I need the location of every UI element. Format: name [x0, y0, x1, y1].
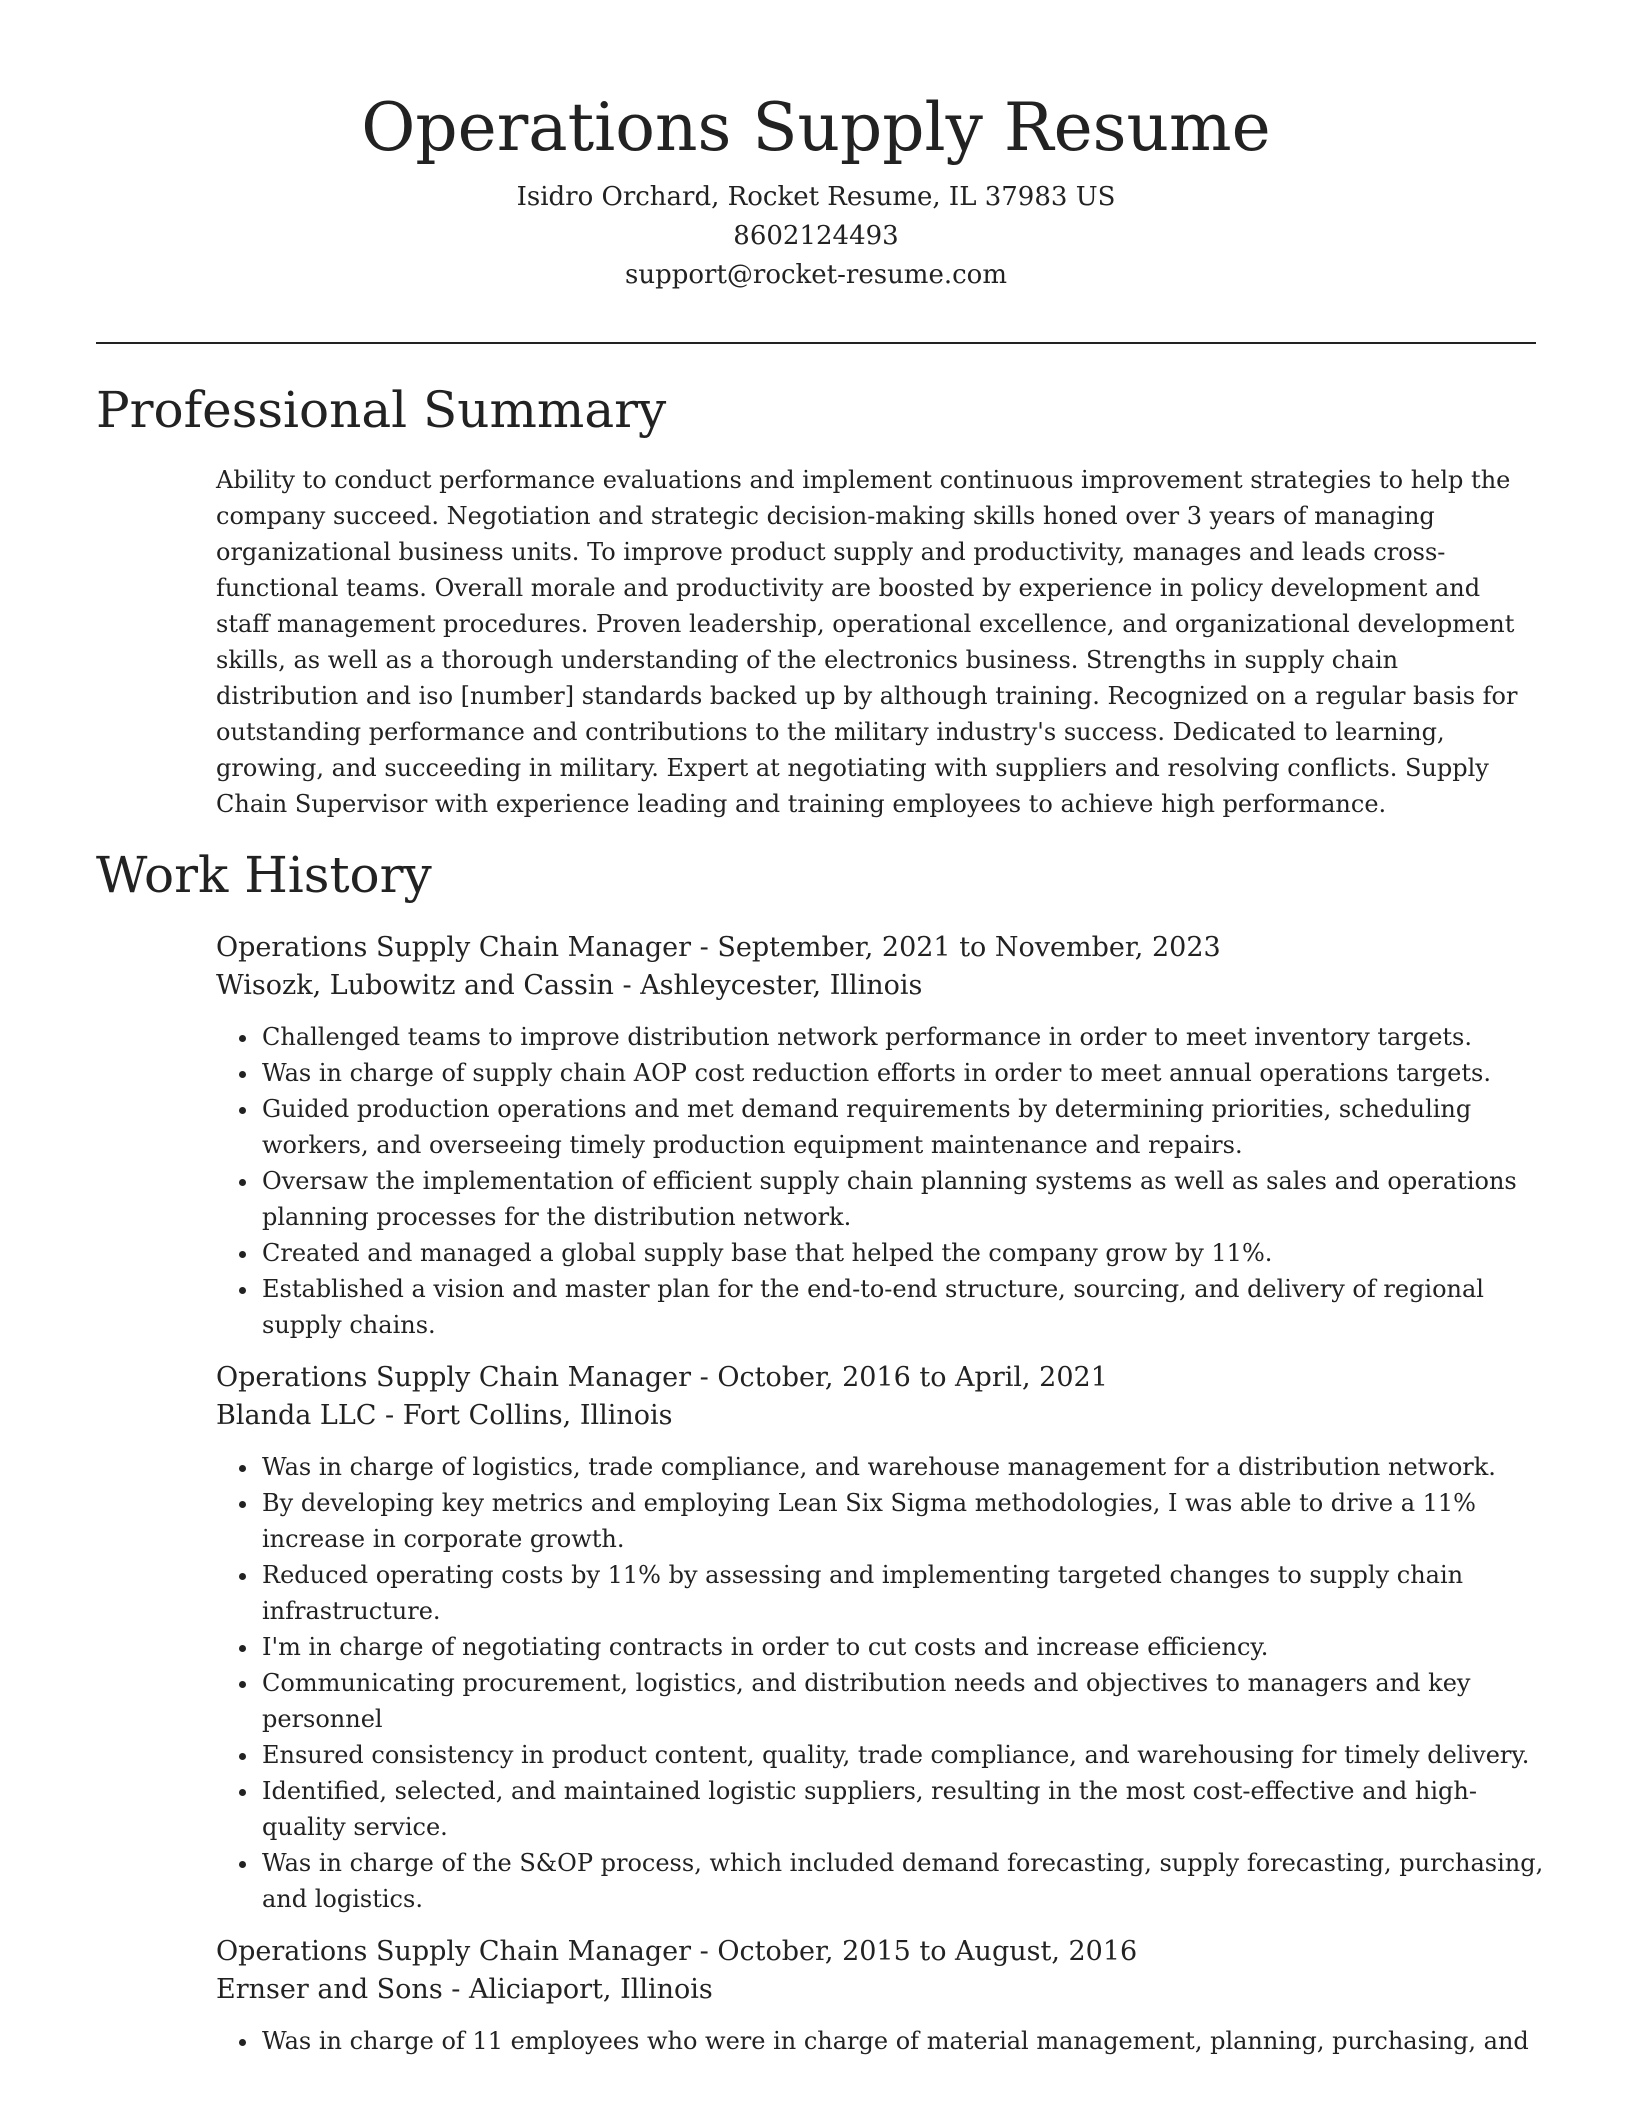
contact-address: Isidro Orchard, Rocket Resume, IL 37983 US [516, 182, 1116, 212]
job-title: Operations Supply Chain Manager [216, 1362, 692, 1393]
job-bullet: • Was in charge of 11 employees who were in charge of material management, planning, purchasing, and [260, 2023, 1546, 2059]
job-location: Ashleycester, Illinois [640, 970, 923, 1001]
contact-info [96, 178, 1536, 295]
job-entry [216, 1933, 1546, 2059]
work-history-heading: Work History [96, 846, 432, 904]
job-title-line: Operations Supply Chain Manager - October, 2016 to April, 2021 [216, 1362, 1108, 1393]
job-dates: October, 2016 to April, 2021 [717, 1362, 1108, 1393]
job-bullet: • By developing key metrics and employing Lean Six Sigma methodologies, I was able to drive a 11% increase in corporate growth. [260, 1485, 1546, 1557]
job-bullets [216, 1019, 1546, 1343]
job-dates: October, 2015 to August, 2016 [717, 1936, 1138, 1967]
job-bullet: • Guided production operations and met demand requirements by determining priorities, scheduling workers, and overseeing timely production equipment maintenance and repairs. [260, 1091, 1546, 1163]
job-location: Aliciaport, Illinois [468, 1974, 713, 2005]
job-bullet: • Communicating procurement, logistics, and distribution needs and objectives to managers and key personnel [260, 1665, 1546, 1737]
job-bullets [216, 1449, 1546, 1917]
job-bullets [216, 2023, 1546, 2059]
job-title: Operations Supply Chain Manager [216, 1936, 692, 1967]
job-title-line: Operations Supply Chain Manager - October, 2015 to August, 2016 [216, 1936, 1138, 1967]
job-bullet: • Was in charge of supply chain AOP cost reduction efforts in order to meet annual operations targets. [260, 1055, 1546, 1091]
work-history-list [216, 929, 1546, 2075]
job-bullet: • Was in charge of the S&OP process, which included demand forecasting, supply forecasting, purchasing, and logistics. [260, 1845, 1546, 1917]
job-company-line: Ernser and Sons - Aliciaport, Illinois [216, 1974, 713, 2005]
job-bullet: • Ensured consistency in product content, quality, trade compliance, and warehousing for timely delivery. [260, 1737, 1546, 1773]
summary-text: Ability to conduct performance evaluations and implement continuous improvement strategies to help the company succeed. Negotiation and strategic decision-making skills honed over 3 years of managing organizational business units. To improve product supply and productivity, manages and leads cross-functional teams. Overall morale and productivity are boosted by experience in policy development and staff management procedures. Proven leadership, operational excellence, and organizational development skills, as well as a thorough understanding of the electronics business. Strengths in supply chain distribution and iso [number] standards backed up by although training. Recognized on a regular basis for outstanding performance and contributions to the military industry's success. Dedicated to learning, growing, and succeeding in military. Expert at negotiating with suppliers and resolving conflicts. Supply Chain Supervisor with experience leading and training employees to achieve high performance. [216, 466, 1518, 818]
contact-phone: 8602124493 [733, 221, 899, 251]
job-company-line: Wisozk, Lubowitz and Cassin - Ashleycester, Illinois [216, 970, 923, 1001]
contact-email: support@rocket-resume.com [624, 260, 1007, 290]
job-dates: September, 2021 to November, 2023 [717, 932, 1221, 963]
job-bullet: • Reduced operating costs by 11% by assessing and implementing targeted changes to supply chain infrastructure. [260, 1557, 1546, 1629]
job-company: Blanda LLC [216, 1400, 377, 1431]
job-company-line: Blanda LLC - Fort Collins, Illinois [216, 1400, 673, 1431]
job-location: Fort Collins, Illinois [402, 1400, 673, 1431]
job-bullet: • Established a vision and master plan for the end-to-end structure, sourcing, and delivery of regional supply chains. [260, 1271, 1546, 1343]
job-bullet: • I'm in charge of negotiating contracts in order to cut costs and increase efficiency. [260, 1629, 1546, 1665]
resume-title: Operations Supply Resume [361, 89, 1271, 166]
job-bullet: • Identified, selected, and maintained logistic suppliers, resulting in the most cost-effective and high-quality service. [260, 1773, 1546, 1845]
summary-heading: Professional Summary [96, 381, 667, 439]
job-bullet: • Challenged teams to improve distribution network performance in order to meet inventory targets. [260, 1019, 1546, 1055]
job-company: Ernser and Sons [216, 1974, 443, 2005]
job-title-line: Operations Supply Chain Manager - September, 2021 to November, 2023 [216, 932, 1221, 963]
header-divider [96, 342, 1536, 344]
job-bullet: • Oversaw the implementation of efficient supply chain planning systems as well as sales and operations planning processes for the distribution network. [260, 1163, 1546, 1235]
job-bullet: • Created and managed a global supply base that helped the company grow by 11%. [260, 1235, 1546, 1271]
resume-header [96, 84, 1536, 295]
job-bullet: • Was in charge of logistics, trade compliance, and warehouse management for a distribution network. [260, 1449, 1546, 1485]
job-entry [216, 929, 1546, 1343]
job-title: Operations Supply Chain Manager [216, 932, 692, 963]
job-entry [216, 1359, 1546, 1917]
job-company: Wisozk, Lubowitz and Cassin [216, 970, 614, 1001]
